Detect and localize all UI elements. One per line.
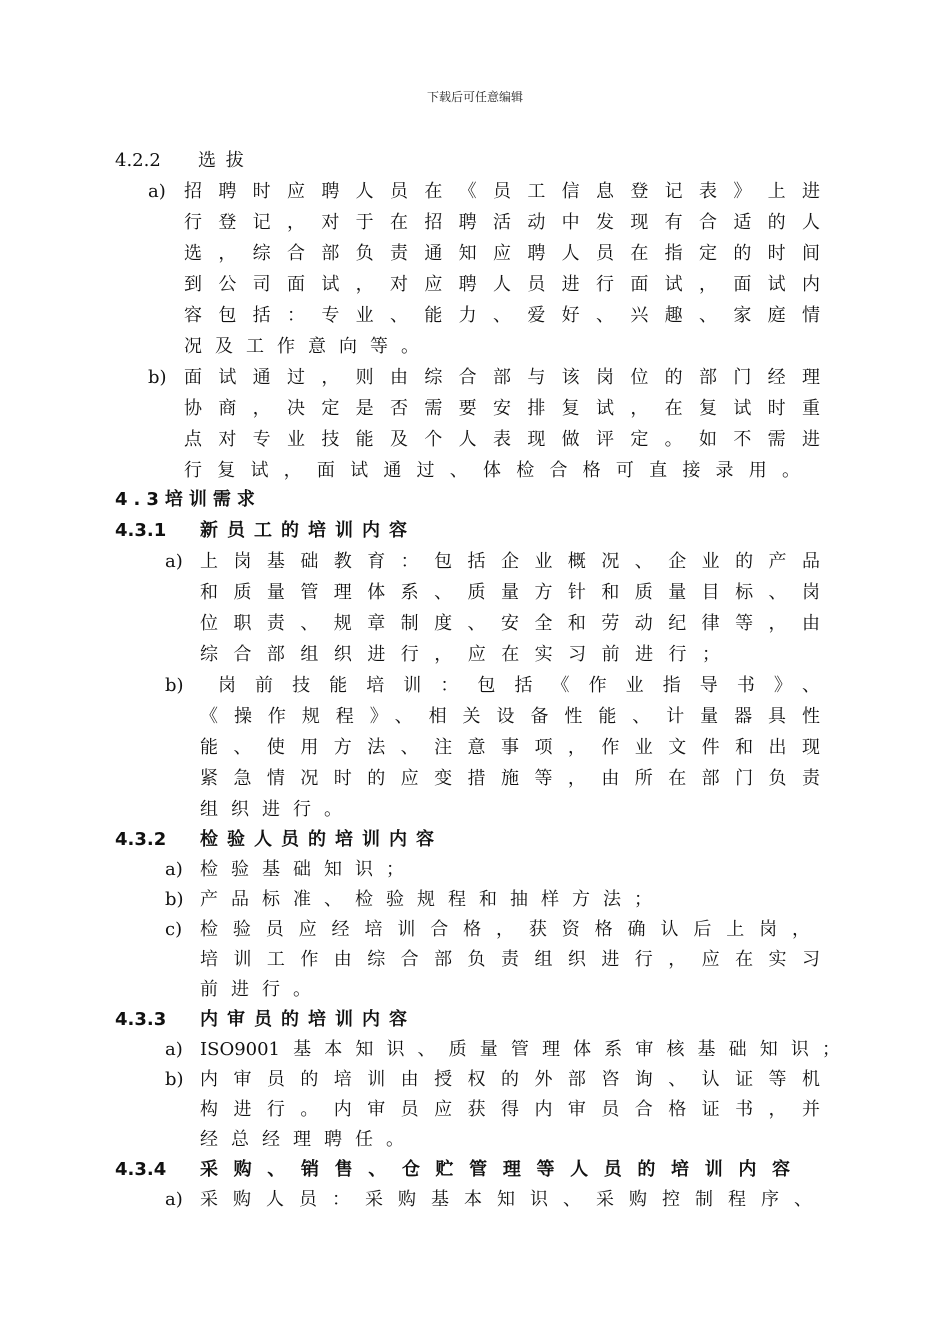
- paragraph-line: 行登记，对于在招聘活动中发现有合适的人: [184, 212, 820, 233]
- section-title: 内审员的培训内容: [200, 1009, 416, 1030]
- paragraph-line: 到公司面试，对应聘人员进行面试，面试内: [184, 274, 820, 295]
- section-title: 新员工的培训内容: [200, 520, 416, 541]
- paragraph-line: 构进行。内审员应获得内审员合格证书，并: [200, 1099, 820, 1120]
- paragraph-line: 检验员应经培训合格，获资格确认后上岗，: [200, 919, 810, 940]
- section-number: 4.3.2: [115, 829, 167, 850]
- paragraph-line: 组织进行。: [200, 799, 355, 820]
- paragraph-line: ISO9001基本知识、质量管理体系审核基础知识；: [200, 1039, 840, 1060]
- paragraph-line: 检验基础知识；: [200, 859, 417, 880]
- item-label: b): [148, 367, 167, 388]
- paragraph-line: 《操作规程》、相关设备性能、计量器具性: [200, 706, 820, 727]
- paragraph-line: 产品标准、检验规程和抽样方法；: [200, 889, 665, 910]
- paragraph-line: 行复试，面试通过、体检合格可直接录用。: [184, 460, 800, 481]
- paragraph-line: 前进行。: [200, 979, 324, 1000]
- item-label: a): [165, 1189, 183, 1210]
- paragraph-line: 况及工作意向等。: [184, 336, 432, 357]
- section-number: 4.3.1: [115, 520, 167, 541]
- section-number: 4.2.2: [115, 150, 161, 171]
- section-title: 采购、销售、仓贮管理等人员的培训内容: [200, 1159, 790, 1180]
- paragraph-line: 紧急情况时的应变措施等，由所在部门负责: [200, 768, 820, 789]
- item-label: b): [165, 1069, 184, 1090]
- item-label: a): [165, 551, 183, 572]
- paragraph-line: 培训工作由综合部负责组织进行，应在实习: [200, 949, 820, 970]
- paragraph-line: 选，综合部负责通知应聘人员在指定的时间: [184, 243, 820, 264]
- paragraph-line: 点对专业技能及个人表现做评定。如不需进: [184, 429, 820, 450]
- paragraph-line: 和质量管理体系、质量方针和质量目标、岗: [200, 582, 820, 603]
- paragraph-line: 经总经理聘任。: [200, 1129, 417, 1150]
- section-number: 4.3.4: [115, 1159, 167, 1180]
- paragraph-line: 采购人员：采购基本知识、采购控制程序、: [200, 1189, 812, 1210]
- paragraph-line: 招聘时应聘人员在《员工信息登记表》上进: [184, 181, 820, 202]
- paragraph-line: 协商，决定是否需要安排复试，在复试时重: [184, 398, 820, 419]
- paragraph-line: 岗前技能培训：包括《作业指导书》、: [218, 675, 820, 696]
- paragraph-line: 能、使用方法、注意事项，作业文件和出现: [200, 737, 820, 758]
- paragraph-line: 内审员的培训由授权的外部咨询、认证等机: [200, 1069, 820, 1090]
- section-title: 选 拔: [198, 150, 246, 171]
- section-title: 检验人员的培训内容: [200, 829, 443, 850]
- page-header: 下载后可任意编辑: [426, 90, 523, 104]
- item-label: a): [148, 181, 166, 202]
- item-label: a): [165, 859, 183, 880]
- item-label: a): [165, 1039, 183, 1060]
- item-label: c): [165, 919, 183, 940]
- item-label: b): [165, 675, 184, 696]
- paragraph-line: 位职责、规章制度、安全和劳动纪律等，由: [200, 613, 820, 634]
- paragraph-line: 面试通过，则由综合部与该岗位的部门经理: [184, 367, 820, 388]
- paragraph-line: 上岗基础教育：包括企业概况、企业的产品: [200, 551, 820, 572]
- paragraph-line: 容包括：专业、能力、爱好、兴趣、家庭情: [184, 305, 820, 326]
- item-label: b): [165, 889, 184, 910]
- section-number: 4.3.3: [115, 1009, 167, 1030]
- section-heading: 4.3培训需求: [115, 489, 261, 510]
- paragraph-line: 综合部组织进行，应在实习前进行；: [200, 644, 720, 665]
